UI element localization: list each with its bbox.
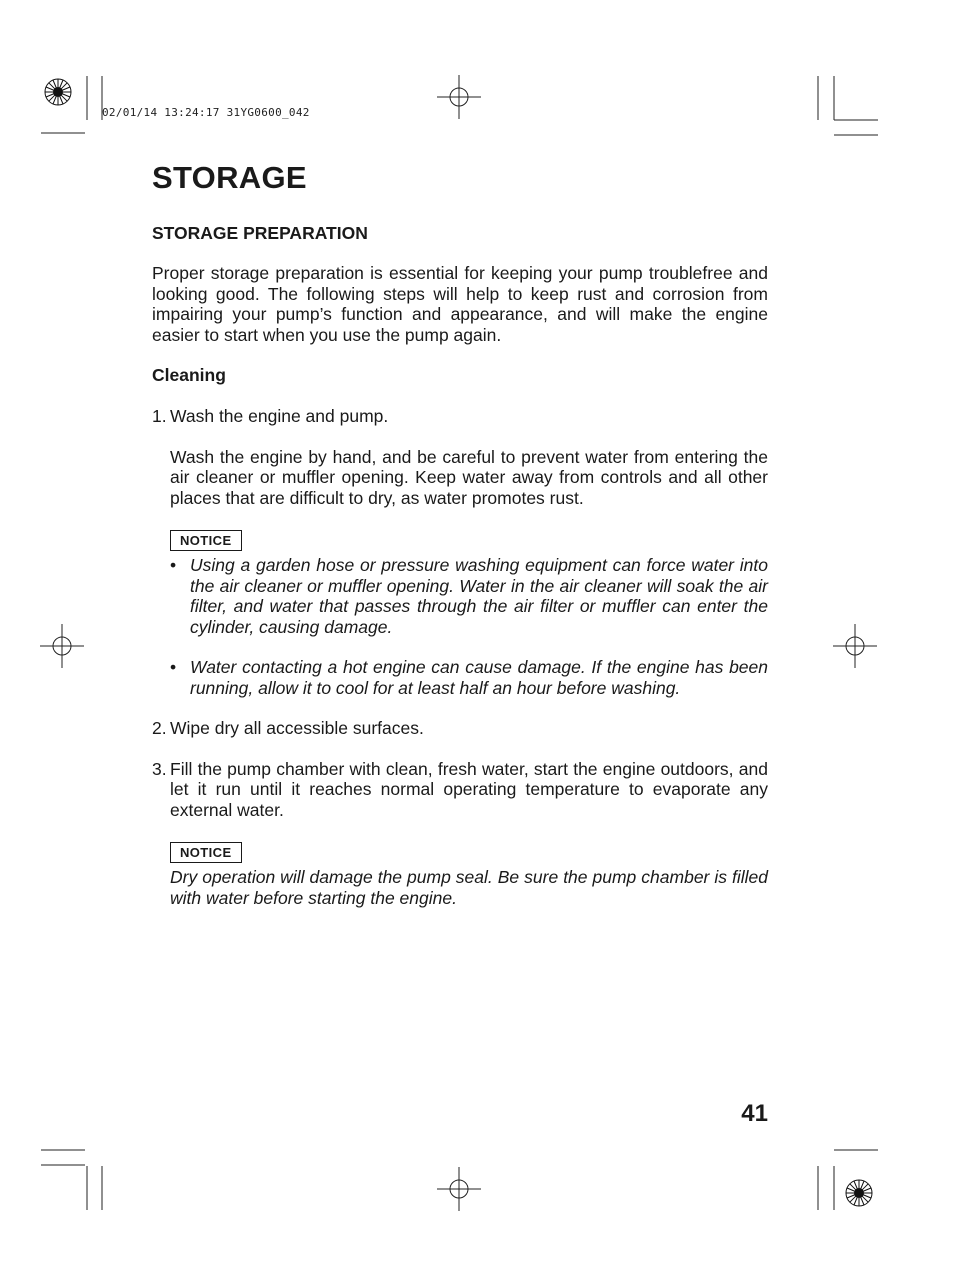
registration-mark-bottom-right [846,1180,872,1206]
crosshair-bottom [437,1167,481,1211]
page-title: STORAGE [152,160,307,195]
crosshair-top [437,75,481,119]
step-number: 2. [152,718,167,738]
intro-paragraph: Proper storage preparation is essential for keeping your pump troublefree and looking good. The following steps will help to keep rust and corrosion from impairing your pump’s function and appearance, and will make the engine easier to start when you use the pump again. [152,263,768,345]
step-number: 3. [152,758,167,779]
notice-bullet-item [170,657,768,698]
page-number: 41 [741,1100,768,1127]
notice-badge: NOTICE [170,530,242,551]
print-info: 02/01/14 13:24:17 31YG0600_042 [102,106,310,119]
notice-text: Dry operation will damage the pump seal. Be sure the pump chamber is filled with water before starting the engine. [170,867,768,908]
bullet-icon: • [170,555,177,575]
step-text: Wash the engine and pump. [170,406,389,426]
step-1 [152,406,768,427]
notice-bullet-text: Water contacting a hot engine can cause damage. If the engine has been running, allow it to cool for at least half an hour before washing. [190,657,768,698]
page-content [152,158,768,908]
crosshair-left [40,624,84,668]
notice-bullet-item [170,555,768,637]
cleaning-heading: Cleaning [152,365,226,385]
notice-badge: NOTICE [170,842,242,863]
step-text: Fill the pump chamber with clean, fresh water, start the engine outdoors, and let it run until it reaches normal operating temperature to evaporate any external water. [170,758,768,820]
bullet-icon: • [170,657,177,677]
notice-bullet-text: Using a garden hose or pressure washing equipment can force water into the air cleaner or muffler opening. Water in the air cleaner will soak the air filter, and water that passes through the air filter or muffler can enter the cylinder, causing damage. [190,555,768,637]
step-number: 1. [152,406,167,426]
step-1-detail: Wash the engine by hand, and be careful to prevent water from entering the air cleaner or muffler opening. Keep water away from controls and all other places that are difficult to dry, as water promotes rust. [170,446,768,508]
step-2 [152,718,768,739]
step-text: Wipe dry all accessible surfaces. [170,718,424,738]
section-heading: STORAGE PREPARATION [152,223,368,243]
registration-mark-top-left [45,79,71,105]
step-3 [152,759,768,821]
crosshair-right [833,624,877,668]
